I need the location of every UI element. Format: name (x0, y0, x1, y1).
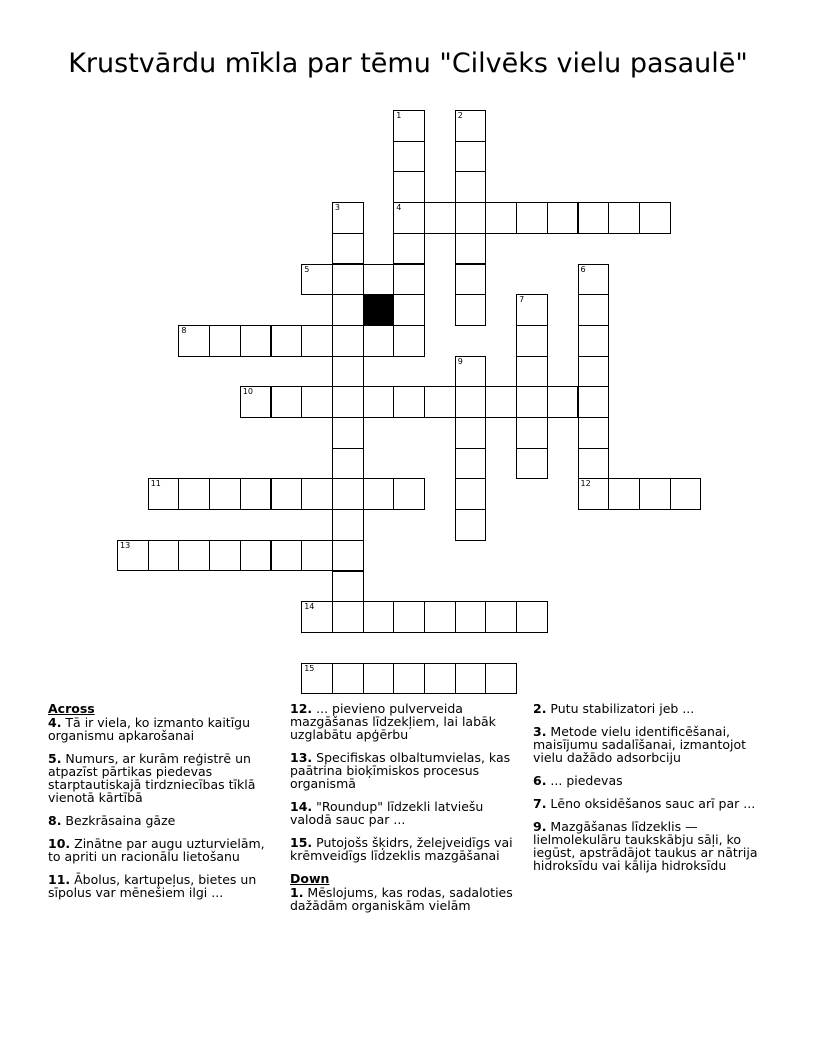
clue-item (533, 702, 763, 715)
grid-cell[interactable] (424, 386, 456, 418)
clue-number: 15. (290, 835, 313, 850)
grid-cell[interactable] (178, 325, 210, 357)
cell-number: 12 (580, 479, 591, 489)
clue-number: 1. (290, 885, 304, 900)
clue-number: 2. (533, 701, 547, 716)
clue-text: Bezkrāsaina gāze (61, 813, 176, 828)
grid-cell[interactable] (455, 356, 487, 388)
grid-cell[interactable] (271, 386, 303, 418)
grid-cell[interactable] (670, 478, 702, 510)
grid-cell[interactable] (332, 386, 364, 418)
grid-cell[interactable] (578, 202, 610, 234)
grid-cell[interactable] (578, 417, 610, 449)
grid-cell[interactable] (178, 478, 210, 510)
grid-cell[interactable] (393, 478, 425, 510)
cell-number: 5 (304, 264, 310, 274)
clue-item (48, 752, 280, 804)
clue-item (290, 886, 518, 912)
cell-number: 3 (334, 203, 340, 213)
grid-cell[interactable] (455, 264, 487, 296)
grid-cell[interactable] (608, 202, 640, 234)
clue-text: Putojošs šķidrs, želejveidīgs vai krēmveidīgs līdzeklis mazgāšanai (290, 835, 513, 863)
grid-cell[interactable] (301, 264, 333, 296)
grid-cell[interactable] (301, 540, 333, 572)
grid-cell[interactable] (578, 294, 610, 326)
clue-text: Tā ir viela, ko izmanto kaitīgu organismu apkarošanai (48, 715, 251, 743)
clue-number: 8. (48, 813, 62, 828)
clue-text: Numurs, ar kurām reģistrē un atpazīst pārtikas piedevas starptautiskajā tirdzniecības tīklā vienotā kārtībā (48, 751, 256, 805)
clue-text: Mēslojums, kas rodas, sadaloties dažādām organiskām vielām (290, 885, 513, 913)
clue-item (290, 800, 518, 826)
clues-column-2 (290, 702, 518, 922)
grid-cell[interactable] (332, 202, 364, 234)
clue-number: 9. (533, 819, 547, 834)
grid-cell[interactable] (455, 478, 487, 510)
grid-cell[interactable] (332, 264, 364, 296)
clue-text: Lēno oksidēšanos sauc arī par ... (546, 796, 756, 811)
clue-text: Metode vielu identificēšanai, maisījumu sadalīšanai, izmantojot vielu dažādo adsorbciju (533, 724, 747, 765)
cell-number: 2 (457, 111, 463, 120)
clue-number: 11. (48, 872, 71, 887)
clue-number: 3. (533, 724, 547, 739)
grid-cell[interactable] (332, 571, 364, 603)
grid-cell[interactable] (485, 386, 517, 418)
clue-text: Zinātne par augu uzturvielām, to apriti un racionālu lietošanu (48, 836, 265, 864)
grid-cell[interactable] (639, 478, 671, 510)
grid-cell[interactable] (332, 601, 364, 633)
grid-cell[interactable] (240, 325, 272, 357)
cell-number: 8 (181, 325, 187, 335)
grid-cell[interactable] (578, 386, 610, 418)
grid-cell[interactable] (240, 478, 272, 510)
grid-cell[interactable] (393, 386, 425, 418)
grid-cell[interactable] (240, 540, 272, 572)
grid-cell[interactable] (240, 386, 272, 418)
grid-cell[interactable] (393, 141, 425, 173)
cell-number: 6 (580, 264, 586, 274)
grid-cell[interactable] (332, 325, 364, 357)
clues-column-3 (533, 702, 763, 882)
grid-cell[interactable] (455, 171, 487, 203)
page-title: Krustvārdu mīkla par tēmu "Cilvēks vielu pasaulē" (68, 48, 748, 79)
grid-cell[interactable] (332, 448, 364, 480)
grid-cell[interactable] (485, 601, 517, 633)
grid-cell[interactable] (209, 478, 241, 510)
grid-cell[interactable] (301, 478, 333, 510)
grid-cell[interactable] (455, 110, 487, 142)
grid-cell[interactable] (639, 202, 671, 234)
grid-cell[interactable] (363, 325, 395, 357)
across-heading: Across (48, 701, 95, 716)
clue-item (48, 814, 280, 827)
grid-cell[interactable] (332, 663, 364, 695)
clue-item (533, 820, 763, 872)
clue-item (533, 725, 763, 764)
clues-column-1 (48, 702, 280, 909)
grid-cell[interactable] (178, 540, 210, 572)
grid-cell[interactable] (455, 448, 487, 480)
grid-cell[interactable] (209, 540, 241, 572)
grid-cell[interactable] (516, 417, 548, 449)
cell-number: 15 (304, 663, 315, 673)
clue-number: 4. (48, 715, 62, 730)
grid-cell[interactable] (578, 448, 610, 480)
grid-cell[interactable] (547, 202, 579, 234)
cell-number: 10 (242, 387, 253, 397)
cell-number: 1 (396, 111, 402, 120)
grid-cell[interactable] (424, 202, 456, 234)
grid-cell[interactable] (148, 478, 180, 510)
grid-cell[interactable] (271, 325, 303, 357)
grid-cell[interactable] (271, 540, 303, 572)
grid-cell[interactable] (301, 663, 333, 695)
grid-cell[interactable] (301, 601, 333, 633)
grid-cell[interactable] (363, 478, 395, 510)
grid-cell[interactable] (332, 509, 364, 541)
clue-item (533, 774, 763, 787)
grid-cell[interactable] (332, 540, 364, 572)
grid-cell[interactable] (393, 294, 425, 326)
grid-cell[interactable] (578, 325, 610, 357)
cell-number: 13 (120, 540, 131, 550)
cell-number: 4 (396, 203, 402, 213)
cell-number: 11 (150, 479, 161, 489)
grid-cell[interactable] (516, 202, 548, 234)
grid-cell[interactable] (332, 294, 364, 326)
clue-item (290, 702, 518, 741)
grid-cell[interactable] (393, 202, 425, 234)
clue-item (533, 797, 763, 810)
clue-item (290, 836, 518, 862)
grid-cell[interactable] (516, 356, 548, 388)
grid-cell[interactable] (578, 478, 610, 510)
grid-cell[interactable] (332, 478, 364, 510)
grid-cell[interactable] (516, 325, 548, 357)
grid-cell[interactable] (363, 663, 395, 695)
grid-cell[interactable] (332, 233, 364, 265)
grid-cell[interactable] (332, 356, 364, 388)
clue-number: 5. (48, 751, 62, 766)
grid-cell[interactable] (301, 325, 333, 357)
grid-cell[interactable] (363, 386, 395, 418)
grid-cell[interactable] (393, 171, 425, 203)
grid-cell[interactable] (578, 356, 610, 388)
grid-cell[interactable] (485, 663, 517, 695)
clue-item (48, 716, 280, 742)
cell-number: 7 (519, 295, 525, 305)
grid-cell[interactable] (117, 540, 149, 572)
grid-cell[interactable] (424, 601, 456, 633)
grid-cell[interactable] (516, 294, 548, 326)
clue-number: 10. (48, 836, 71, 851)
grid-cell[interactable] (455, 386, 487, 418)
clue-item (48, 837, 280, 863)
grid-cell[interactable] (516, 386, 548, 418)
grid-cell[interactable] (393, 233, 425, 265)
clue-item (290, 751, 518, 790)
grid-cell[interactable] (608, 478, 640, 510)
grid-cell[interactable] (516, 601, 548, 633)
grid-cell[interactable] (393, 110, 425, 142)
clue-text: Mazgāšanas līdzeklis — lielmolekulāru taukskābju sāļi, ko iegūst, apstrādājot taukus ar nātrija hidroksīdu vai kālija hidroksīdu (533, 819, 758, 873)
grid-cell[interactable] (516, 448, 548, 480)
clue-number: 7. (533, 796, 547, 811)
clue-text: Ābolus, kartupeļus, bietes un sīpolus var mēnešiem ilgi ... (48, 872, 257, 900)
grid-cell[interactable] (393, 663, 425, 695)
cell-number: 14 (304, 602, 315, 612)
clue-text: ... piedevas (546, 773, 623, 788)
grid-cell[interactable] (455, 601, 487, 633)
grid-cell[interactable] (455, 294, 487, 326)
grid-cell[interactable] (363, 601, 395, 633)
clue-item (48, 873, 280, 899)
grid-cell[interactable] (455, 141, 487, 173)
clue-number: 12. (290, 701, 313, 716)
clue-text: "Roundup" līdzekli latviešu valodā sauc par ... (290, 799, 484, 827)
grid-cell[interactable] (485, 202, 517, 234)
down-heading: Down (290, 871, 330, 886)
grid-cell[interactable] (271, 478, 303, 510)
grid-cell[interactable] (455, 233, 487, 265)
grid-cell[interactable] (393, 601, 425, 633)
cell-number: 9 (457, 356, 463, 366)
clue-text: Specifiskas olbaltumvielas, kas paātrina bioķīmiskos procesus organismā (290, 750, 511, 791)
grid-cell[interactable] (424, 663, 456, 695)
grid-cell[interactable] (332, 417, 364, 449)
black-cell (363, 294, 395, 326)
grid-cell[interactable] (209, 325, 241, 357)
grid-cell[interactable] (393, 264, 425, 296)
grid-cell[interactable] (455, 663, 487, 695)
clue-number: 6. (533, 773, 547, 788)
clue-number: 14. (290, 799, 313, 814)
clue-number: 13. (290, 750, 313, 765)
grid-cell[interactable] (547, 386, 579, 418)
grid-cell[interactable] (393, 325, 425, 357)
grid-cell[interactable] (455, 509, 487, 541)
grid-cell[interactable] (363, 264, 395, 296)
grid-cell[interactable] (455, 202, 487, 234)
grid-cell[interactable] (148, 540, 180, 572)
clue-text: ... pievieno pulverveida mazgāšanas līdzekļiem, lai labāk uzglabātu apģērbu (290, 701, 496, 742)
grid-cell[interactable] (578, 264, 610, 296)
clue-text: Putu stabilizatori jeb ... (546, 701, 695, 716)
grid-cell[interactable] (301, 386, 333, 418)
grid-cell[interactable] (455, 417, 487, 449)
